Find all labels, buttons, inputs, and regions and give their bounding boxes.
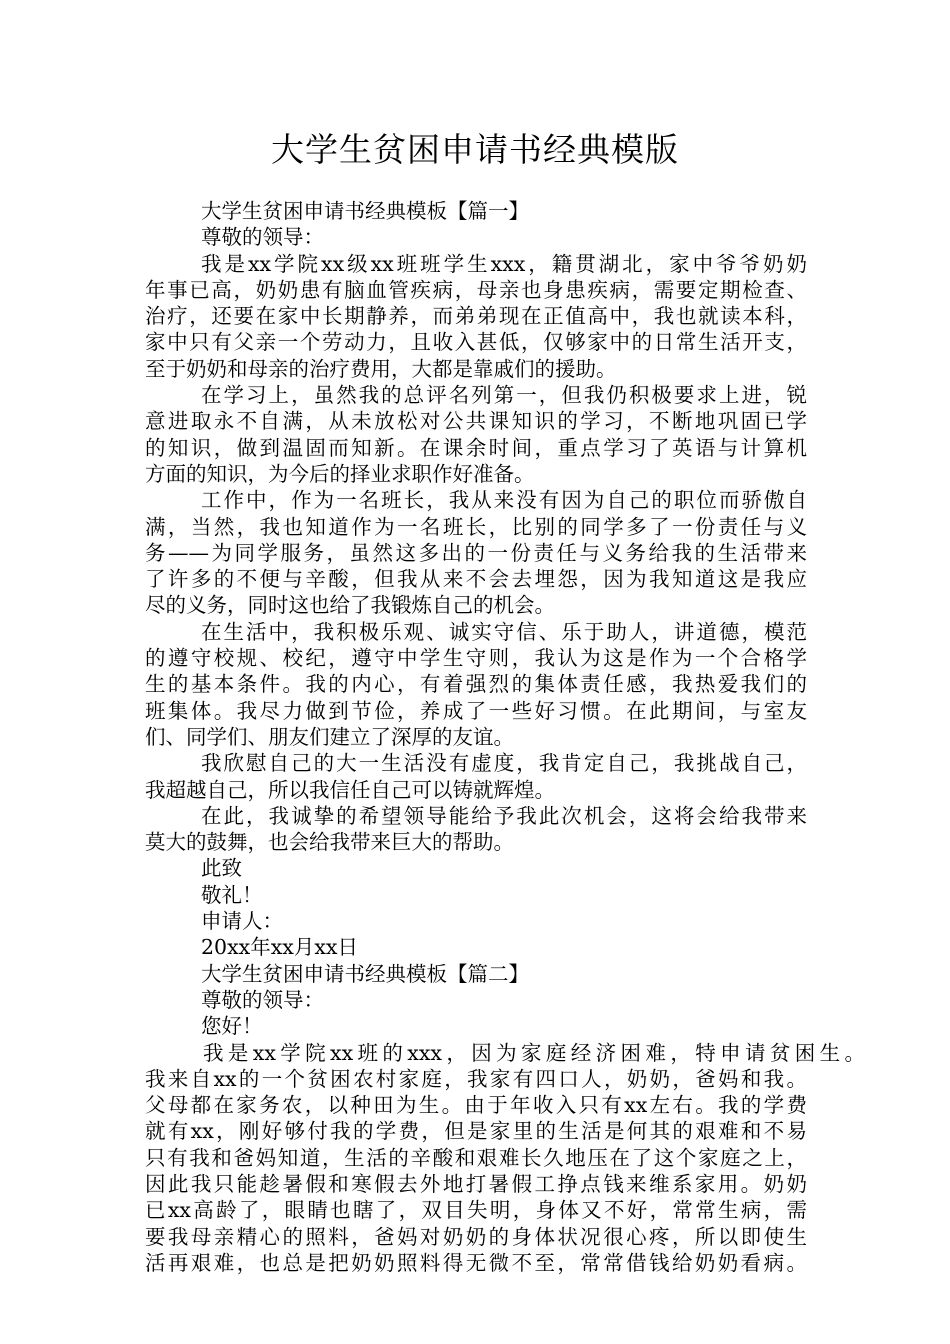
paragraph-line: 尽的义务，同时这也给了我锻炼自己的机会。 [145,593,555,618]
paragraph-line: 只有我和爸妈知道，生活的辛酸和艰难长久地压在了这个家庭之上， [145,1145,807,1170]
paragraph-line: 们、同学们、朋友们建立了深厚的友谊。 [145,724,514,749]
paragraph-line: 我是xx学院xx班的xxx，因为家庭经济困难，特申请贫困生。 [203,1040,865,1065]
paragraph-line: 在此，我诚挚的希望领导能给予我此次机会，这将会给我带来 [201,803,807,828]
paragraph-line: 就有xx，刚好够付我的学费，但是家里的生活是何其的艰难和不易 [145,1119,807,1144]
paragraph-line: 在生活中，我积极乐观、诚实守信、乐于助人，讲道德，模范 [201,619,807,644]
paragraph-line: 方面的知识，为今后的择业求职作好准备。 [145,461,535,486]
paragraph-line: 要我母亲精心的照料，爸妈对奶奶的身体状况很心疼，所以即使生 [145,1224,807,1249]
paragraph-line: 工作中，作为一名班长，我从来没有因为自己的职位而骄傲自 [201,488,807,513]
paragraph-line: 我是xx学院xx级xx班班学生xxx，籍贯湖北，家中爷爷奶奶 [201,251,807,276]
greeting: 您好！ [201,1014,263,1039]
paragraph-line: 在学习上，虽然我的总评名列第一，但我仍积极要求上进，锐 [201,383,807,408]
paragraph-line: 莫大的鼓舞，也会给我带来巨大的帮助。 [145,830,514,855]
document-body [145,198,865,1276]
paragraph-line: 的知识，做到温固而知新。在课余时间，重点学习了英语与计算机 [145,435,807,460]
paragraph-line: 活再艰难，也总是把奶奶照料得无微不至，常常借钱给奶奶看病。 [145,1250,807,1275]
paragraph-line: 已xx高龄了，眼睛也瞎了，双目失明，身体又不好，常常生病，需 [145,1198,807,1223]
date-line: 20xx年xx月xx日 [201,935,358,960]
document-title: 大学生贫困申请书经典模版 [271,130,679,169]
paragraph-line: 班集体。我尽力做到节俭，养成了一些好习惯。在此期间，与室友 [145,698,807,723]
closing-line: 敬礼！ [201,882,263,907]
paragraph-line: 我欣慰自己的大一生活没有虚度，我肯定自己，我挑战自己， [201,751,807,776]
paragraph-line: 务——为同学服务，虽然这多出的一份责任与义务给我的生活带来 [145,540,807,565]
paragraph-line: 我来自xx的一个贫困农村家庭，我家有四口人，奶奶，爸妈和我。 [145,1066,807,1091]
paragraph-line: 至于奶奶和母亲的治疗费用，大都是靠戚们的援助。 [145,356,617,381]
salutation: 尊敬的领导： [201,225,324,250]
paragraph-line: 了许多的不便与辛酸，但我从来不会去埋怨，因为我知道这是我应 [145,567,807,592]
section-heading: 大学生贫困申请书经典模板【篇二】 [201,961,529,986]
paragraph-line: 治疗，还要在家中长期静养，而弟弟现在正值高中，我也就读本科， [145,304,807,329]
paragraph-line: 我超越自己，所以我信任自己可以铸就辉煌。 [145,777,555,802]
closing-line: 此致 [201,856,242,881]
paragraph-line: 父母都在家务农，以种田为生。由于年收入只有xx左右。我的学费 [145,1093,807,1118]
paragraph-line: 生的基本条件。我的内心，有着强烈的集体责任感，我热爱我们的 [145,672,807,697]
paragraph-line: 因此我只能趁暑假和寒假去外地打暑假工挣点钱来维系家用。奶奶 [145,1171,807,1196]
paragraph-line: 意进取永不自满，从未放松对公共课知识的学习，不断地巩固已学 [145,409,807,434]
salutation: 尊敬的领导： [201,987,324,1012]
paragraph-line: 年事已高，奶奶患有脑血管疾病，母亲也身患疾病，需要定期检查、 [145,277,807,302]
paragraph-line: 家中只有父亲一个劳动力，且收入甚低，仅够家中的日常生活开支， [145,330,807,355]
applicant-label: 申请人： [201,909,283,934]
paragraph-line: 满，当然，我也知道作为一名班长，比别的同学多了一份责任与义 [145,514,807,539]
section-heading: 大学生贫困申请书经典模板【篇一】 [201,199,529,223]
paragraph-line: 的遵守校规、校纪，遵守中学生守则，我认为这是作为一个合格学 [145,646,807,671]
